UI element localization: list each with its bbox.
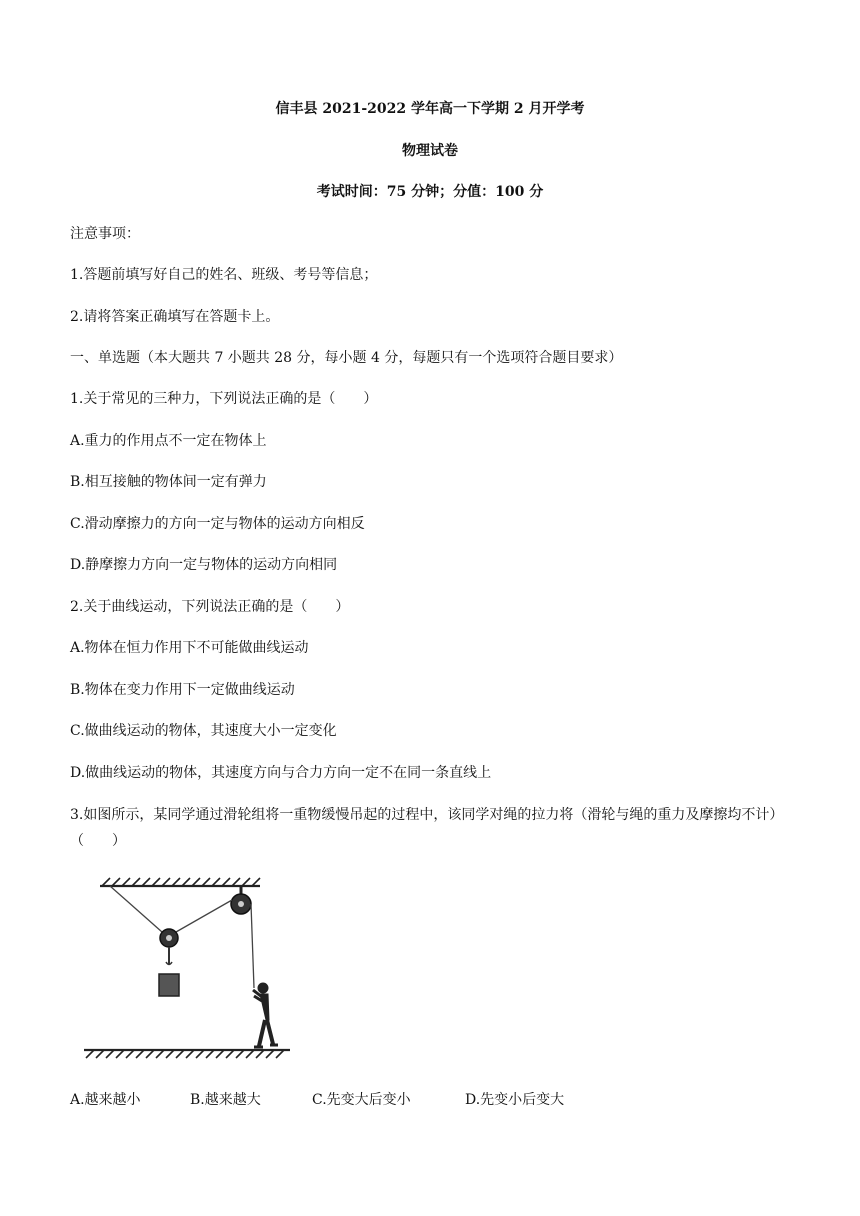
- question-2-option-b: B.物体在变力作用下一定做曲线运动: [70, 682, 295, 698]
- question-2-option-d: D.做曲线运动的物体，其速度方向与合力方向一定不在同一条直线上: [70, 765, 492, 781]
- question-2-option-a: A.物体在恒力作用下不可能做曲线运动: [70, 640, 309, 656]
- question-3-option-d: D.先变小后变大: [465, 1092, 565, 1108]
- question-1-option-d: D.静摩擦力方向一定与物体的运动方向相同: [70, 557, 338, 573]
- exam-info: 考试时间：75 分钟；分值：100 分: [316, 184, 544, 200]
- question-1-option-a: A.重力的作用点不一定在物体上: [70, 433, 267, 449]
- question-2-option-c: C.做曲线运动的物体，其速度大小一定变化: [70, 723, 337, 739]
- subject-title: 物理试卷: [402, 143, 458, 159]
- question-1-option-b: B.相互接触的物体间一定有弹力: [70, 474, 267, 490]
- notes-heading: 注意事项：: [70, 226, 140, 242]
- question-3-option-b: B.越来越大: [190, 1092, 261, 1108]
- pulley-diagram: [82, 870, 297, 1065]
- question-1-option-c: C.滑动摩擦力的方向一定与物体的运动方向相反: [70, 516, 365, 532]
- heavy-weight: [159, 974, 179, 996]
- section-heading: 一、单选题（本大题共 7 小题共 28 分，每小题 4 分，每题只有一个选项符合题目要求）: [70, 350, 623, 366]
- ground-hatch: [84, 1050, 290, 1058]
- note-item-1: 1.答题前填写好自己的姓名、班级、考号等信息；: [70, 267, 378, 283]
- question-3-option-a: A.越来越小: [70, 1092, 141, 1108]
- question-3-stem: 3.如图所示，某同学通过滑轮组将一重物缓慢吊起的过程中，该同学对绳的拉力将（滑轮与绳的重力及摩擦均不计）（ ）: [70, 807, 784, 849]
- note-item-2: 2.请将答案正确填写在答题卡上。: [70, 309, 280, 325]
- question-1-stem: 1.关于常见的三种力，下列说法正确的是（ ）: [70, 391, 378, 407]
- question-2-stem: 2.关于曲线运动，下列说法正确的是（ ）: [70, 599, 350, 615]
- person-figure: [253, 983, 278, 1047]
- exam-title: 信丰县 2021-2022 学年高一下学期 2 月开学考: [275, 101, 585, 117]
- ceiling-hatch: [100, 878, 260, 886]
- question-3-option-c: C.先变大后变小: [312, 1092, 411, 1108]
